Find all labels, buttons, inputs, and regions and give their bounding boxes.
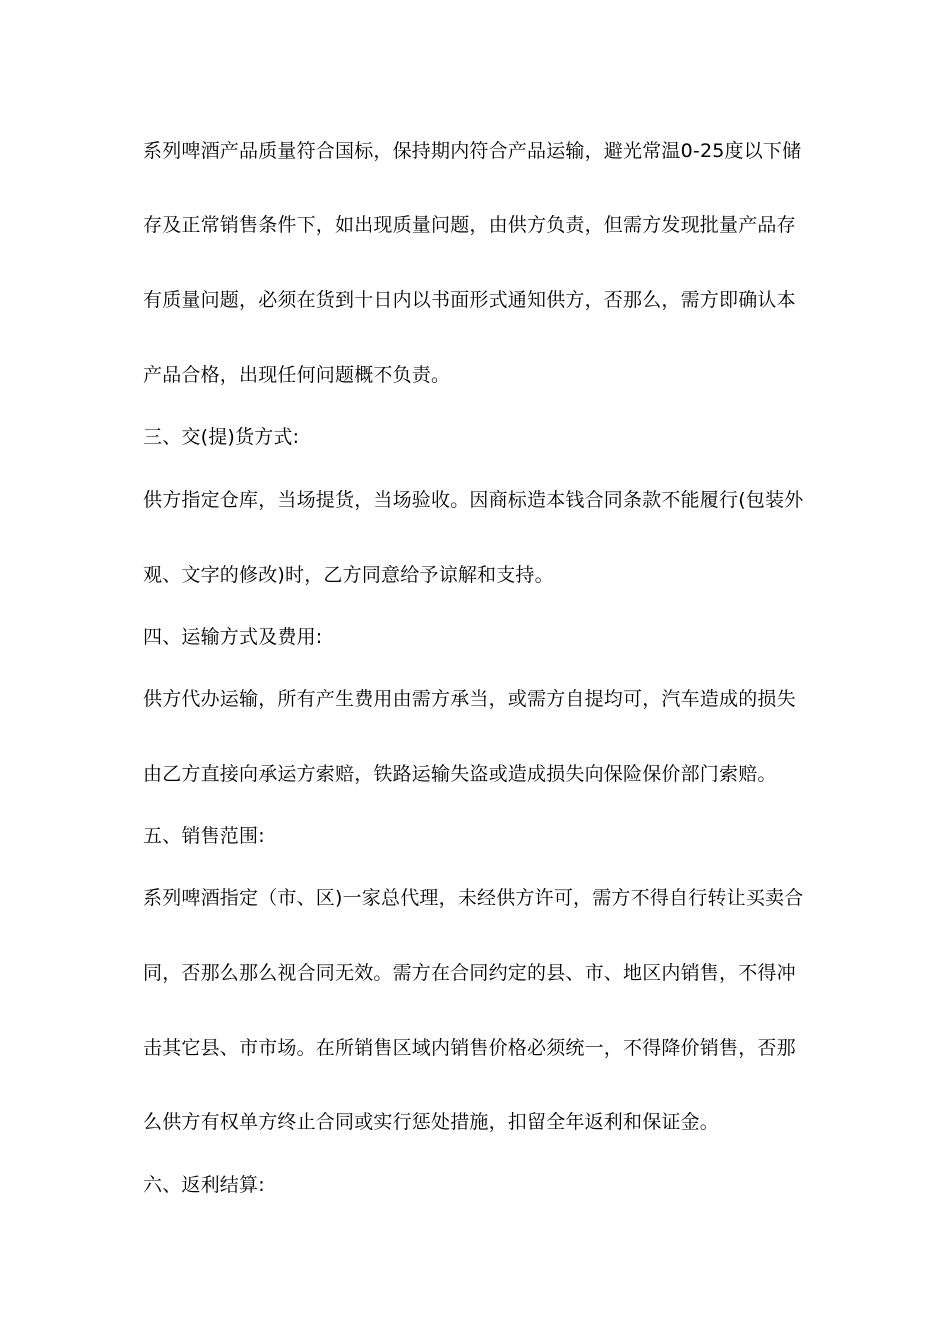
body-text-line: 么供方有权单方终止合同或实行惩处措施，扣留全年返利和保证金。 bbox=[143, 1111, 720, 1133]
body-text-line: 存及正常销售条件下，如出现质量问题，由供方负责，但需方发现批量产品存 bbox=[143, 214, 796, 236]
body-text-line: 观、文字的修改)时，乙方同意给予谅解和支持。 bbox=[143, 564, 554, 586]
body-text-line: 有质量问题，必须在货到十日内以书面形式通知供方，否那么，需方即确认本 bbox=[143, 289, 796, 311]
body-text-line: 击其它县、市市场。在所销售区域内销售价格必须统一，不得降价销售，否那 bbox=[143, 1037, 796, 1059]
body-text-line: 供方指定仓库，当场提货，当场验收。因商标造本钱合同条款不能履行(包装外 bbox=[143, 489, 804, 511]
body-text-line: 由乙方直接向承运方索赔，铁路运输失盗或造成损失向保险保价部门索赔。 bbox=[143, 763, 777, 785]
body-text-line: 同，否那么那么视合同无效。需方在合同约定的县、市、地区内销售，不得冲 bbox=[143, 962, 796, 984]
section-heading: 五、销售范围: bbox=[143, 825, 265, 847]
body-text-line: 供方代办运输，所有产生费用由需方承当，或需方自提均可，汽车造成的损失 bbox=[143, 688, 796, 710]
body-text-line: 系列啤酒指定（市、区)一家总代理，未经供方许可，需方不得自行转让买卖合 bbox=[143, 887, 804, 909]
section-heading: 四、运输方式及费用: bbox=[143, 626, 323, 648]
section-heading: 三、交(提)货方式: bbox=[143, 426, 300, 448]
body-text-line: 产品合格，出现任何问题概不负责。 bbox=[143, 364, 451, 386]
section-heading: 六、返利结算: bbox=[143, 1174, 265, 1196]
body-text-line: 系列啤酒产品质量符合国标，保持期内符合产品运输，避光常温0-25度以下储 bbox=[143, 140, 802, 162]
